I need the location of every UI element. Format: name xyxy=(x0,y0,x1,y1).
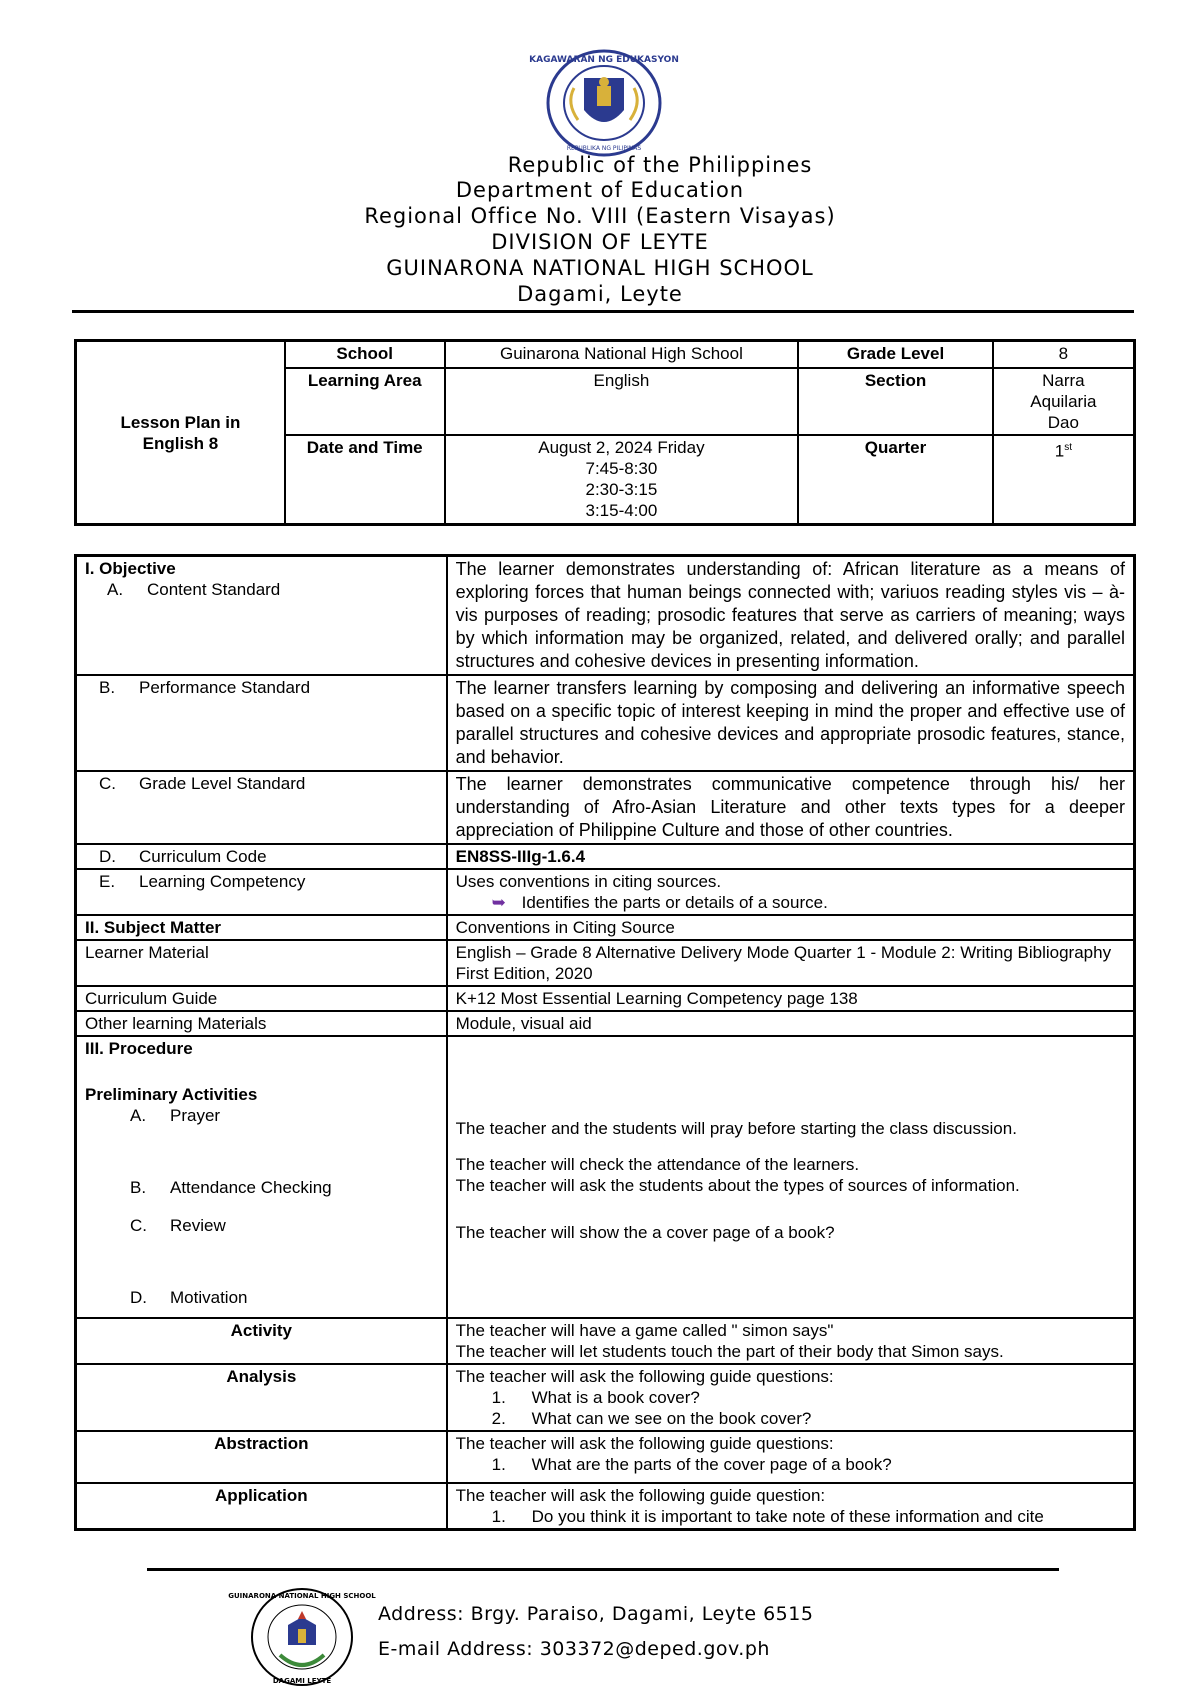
school-value: Guinarona National High School xyxy=(445,341,799,368)
date-time-label: Date and Time xyxy=(285,435,445,525)
grade-level-standard-text: The learner demonstrates communicative competence through his/ her understanding of Afro-Asian Literature and other texts types for a deeper appreciation of Philippine Culture and those of other countries. xyxy=(447,771,1135,844)
footer-email: E-mail Address: 303372@deped.gov.ph xyxy=(378,1638,770,1660)
learning-area-value: English xyxy=(445,368,799,435)
procedure-text-cell xyxy=(447,1036,1135,1318)
performance-standard-cell: B. Performance Standard xyxy=(76,675,447,771)
grade-level-standard-cell: C. Grade Level Standard xyxy=(76,771,447,844)
header-region: Regional Office No. VIII (Eastern Visayas) xyxy=(364,204,836,228)
lesson-info-table xyxy=(74,339,1136,526)
header-department: Department of Education xyxy=(455,178,745,202)
procedure-cell: III. Procedure Preliminary Activities A. Prayer B. Attendance Checking C. Review D. Motivation xyxy=(76,1036,447,1318)
performance-standard-label: Performance Standard xyxy=(139,678,311,697)
header-republic: Republic of the Philippines xyxy=(507,153,813,177)
curriculum-code-value: EN8SS-IIIg-1.6.4 xyxy=(447,844,1135,869)
learning-area-label: Learning Area xyxy=(285,368,445,435)
curriculum-guide-label: Curriculum Guide xyxy=(76,986,447,1011)
date-time-value: August 2, 2024 Friday 7:45-8:30 2:30-3:15 3:15-4:00 xyxy=(445,435,799,525)
content-standard-label: Content Standard xyxy=(147,580,281,599)
performance-standard-text: The learner transfers learning by composing and delivering an informative speech based on a specific topic of interest keeping in mind the proper and effective use of parallel structures and cohesive devices and appropriate prosodic features, stance, and behavior. xyxy=(447,675,1135,771)
other-materials-label: Other learning Materials xyxy=(76,1011,447,1036)
footer-address: Address: Brgy. Paraiso, Dagami, Leyte 6515 xyxy=(378,1603,814,1625)
deped-seal xyxy=(529,48,679,158)
activity-label: Activity xyxy=(76,1318,447,1364)
grade-level-value: 8 xyxy=(993,341,1135,368)
learning-competency-value: Uses conventions in citing sources. ➥ Identifies the parts or details of a source. xyxy=(447,869,1135,915)
procedure-heading: III. Procedure xyxy=(85,1039,193,1058)
other-materials-value: Module, visual aid xyxy=(447,1011,1135,1036)
quarter-label: Quarter xyxy=(798,435,992,525)
preliminary-heading: Preliminary Activities xyxy=(85,1085,258,1104)
quarter-value: 1st xyxy=(993,435,1135,525)
logo-text-top: GUINARONA NATIONAL HIGH SCHOOL xyxy=(228,1592,376,1600)
curriculum-code-cell: D. Curriculum Code xyxy=(76,844,447,869)
school-logo xyxy=(228,1585,376,1689)
attendance-text: The teacher will check the attendance of the learners. xyxy=(455,1155,860,1174)
section-label: Section xyxy=(798,368,992,435)
school-label: School xyxy=(285,341,445,368)
curriculum-guide-value: K+12 Most Essential Learning Competency page 138 xyxy=(447,986,1135,1011)
curriculum-code-label: Curriculum Code xyxy=(139,847,267,866)
section-values: Narra Aquilaria Dao xyxy=(993,368,1135,435)
activity-text: The teacher will have a game called " simon says" The teacher will let students touch the part of their body that Simon says. xyxy=(447,1318,1135,1364)
learning-competency-cell: E. Learning Competency xyxy=(76,869,447,915)
header-location: Dagami, Leyte xyxy=(517,282,683,306)
prayer-text: The teacher and the students will pray before starting the class discussion. xyxy=(455,1119,1017,1138)
learning-competency-label: Learning Competency xyxy=(139,872,306,891)
header-school: GUINARONA NATIONAL HIGH SCHOOL xyxy=(386,256,814,280)
prayer-label: Prayer xyxy=(170,1106,221,1125)
subject-matter-heading: II. Subject Matter xyxy=(76,915,447,940)
analysis-label: Analysis xyxy=(76,1364,447,1431)
header-divider xyxy=(72,310,1134,313)
abstraction-label: Abstraction xyxy=(76,1431,447,1483)
seal-text-top: KAGAWARAN NG EDUKASYON xyxy=(529,55,679,65)
lesson-plan-table xyxy=(74,554,1136,1531)
subject-matter-value: Conventions in Citing Source xyxy=(447,915,1135,940)
learner-material-label: Learner Material xyxy=(76,940,447,986)
arrow-bullet-icon: ➥ xyxy=(491,893,506,912)
motivation-label: Motivation xyxy=(170,1288,248,1307)
motivation-text: The teacher will show the a cover page of a book? xyxy=(455,1223,835,1242)
grade-level-standard-label: Grade Level Standard xyxy=(139,774,306,793)
header-division: DIVISION OF LEYTE xyxy=(491,230,709,254)
application-label: Application xyxy=(76,1483,447,1530)
analysis-text: The teacher will ask the following guide questions: 1. What is a book cover? 2. What can we see on the book cover? xyxy=(447,1364,1135,1431)
review-label: Review xyxy=(170,1216,226,1235)
abstraction-text: The teacher will ask the following guide questions: 1. What are the parts of the cover page of a book? xyxy=(447,1431,1135,1483)
seal-text-bottom: REPUBLIKA NG PILIPINAS xyxy=(566,145,642,152)
logo-text-bottom: DAGAMI LEYTE xyxy=(272,1677,332,1685)
learner-material-value: English – Grade 8 Alternative Delivery Mode Quarter 1 - Module 2: Writing Bibliography First Edition, 2020 xyxy=(447,940,1135,986)
objective-heading: I. Objective xyxy=(85,559,176,578)
footer-divider xyxy=(147,1568,1059,1571)
content-standard-text: The learner demonstrates understanding of: African literature as a means of exploring forces that human beings connected with; variuos reading styles vis – à-vis purposes of reading; prosodic features that serve as carriers of meaning; ways by which information may be organized, related, and delivered orally; and parallel structures and cohesive devices in presenting information. xyxy=(447,556,1135,676)
review-text: The teacher will ask the students about the types of sources of information. xyxy=(455,1176,1020,1195)
lesson-plan-title: Lesson Plan in English 8 xyxy=(76,341,285,525)
attendance-label: Attendance Checking xyxy=(170,1178,332,1197)
objective-cell: I. Objective A. Content Standard xyxy=(76,556,447,676)
grade-level-label: Grade Level xyxy=(798,341,992,368)
application-text: The teacher will ask the following guide question: 1. Do you think it is important to take note of these information and cite xyxy=(447,1483,1135,1530)
